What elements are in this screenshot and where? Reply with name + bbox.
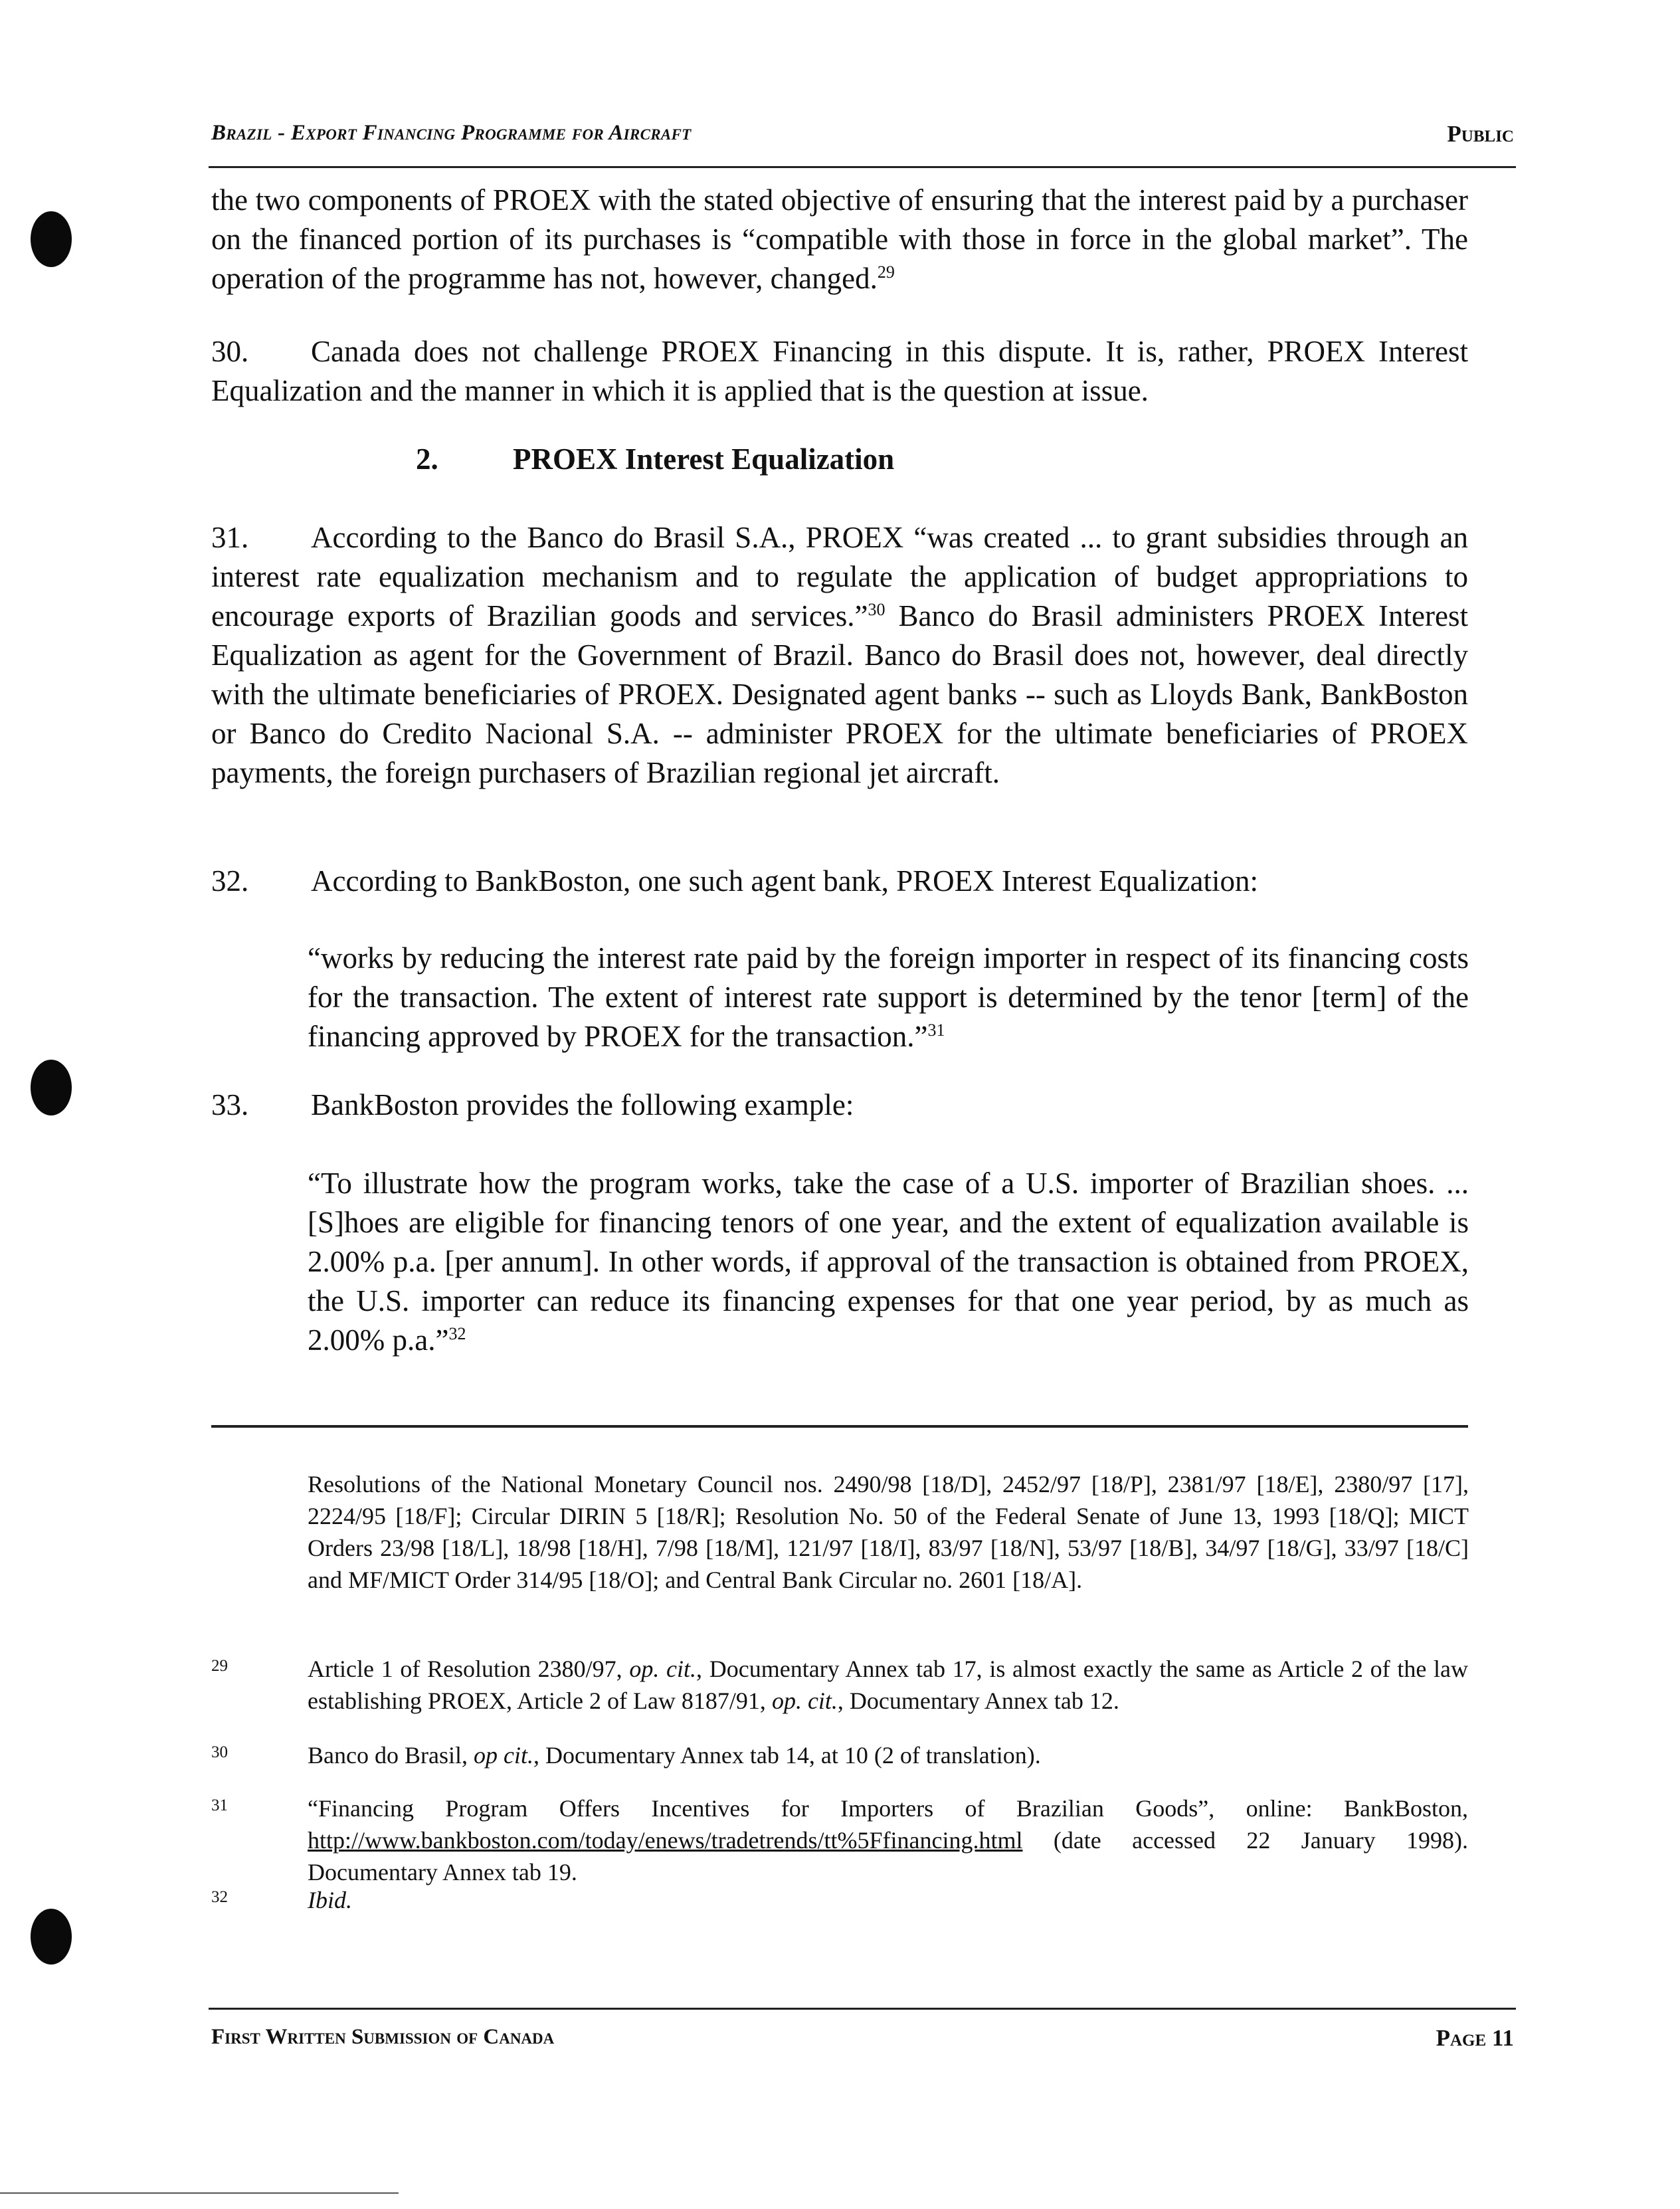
block-quote bbox=[308, 939, 1469, 1056]
punch-hole bbox=[31, 1909, 72, 1965]
footnote-text-part: Article 1 of Resolution 2380/97, bbox=[308, 1656, 630, 1682]
footnote-text-part: , Documentary Annex tab 14, at 10 (2 of translation). bbox=[533, 1742, 1041, 1769]
paragraph-31 bbox=[211, 518, 1468, 793]
footnote-number: 32 bbox=[211, 1888, 228, 1906]
footnote-30 bbox=[211, 1739, 1468, 1771]
footnote-ref: 32 bbox=[448, 1324, 466, 1343]
footnote-29 bbox=[211, 1653, 1468, 1717]
footnote-continued: Resolutions of the National Monetary Council nos. 2490/98 [18/D], 2452/97 [18/P], 2381/97 [18/E], 2380/97 [17], 2224/95 [18/F]; Circular DIRIN 5 [18/R]; Resolution No. 50 of the Federal Senate of June 13, 1993 [18/Q]; MICT Orders 23/98 [18/L], 18/98 [18/H], 7/98 [18/M], 121/97 [18/I], 83/97 [18/N], 53/97 [18/B], 34/97 [18/G], 33/97 [18/C] and MF/MICT Order 314/95 [18/O]; and Central Bank Circular no. 2601 [18/A]. bbox=[308, 1471, 1469, 1593]
heading-text: PROEX Interest Equalization bbox=[513, 442, 895, 476]
scan-artifact-line bbox=[0, 2192, 399, 2194]
header-classification: Public bbox=[1447, 121, 1514, 147]
paragraph-text: According to the Banco do Brasil S.A., PROEX “was created ... to grant subsidies through an interest rate equalization mechanism and to regulate the application of budget appropriations to encourage exports of Brazilian goods and services.” bbox=[211, 521, 1468, 632]
footnote-text-part: , Documentary Annex tab 12. bbox=[837, 1687, 1119, 1714]
header-rule bbox=[209, 166, 1516, 168]
paragraph-text: BankBoston provides the following example: bbox=[311, 1088, 854, 1121]
footnote-text bbox=[308, 1739, 1468, 1771]
footnote-number: 31 bbox=[211, 1796, 228, 1814]
footnote-text bbox=[308, 1792, 1468, 1888]
footnote-separator bbox=[211, 1425, 1468, 1428]
footnote-link[interactable]: http://www.bankboston.com/today/enews/tradetrends/tt%5Ffinancing.html bbox=[308, 1827, 1023, 1854]
footnote-number: 29 bbox=[211, 1657, 228, 1675]
quote-text: “To illustrate how the program works, take the case of a U.S. importer of Brazilian shoes. ... [S]hoes are eligible for financing tenors of one year, and the extent of equalization available is 2.00% p.a. [per annum]. In other words, if approval of the transaction is obtained from PROEX, the U.S. importer can reduce its financing expenses for that one year period, by as much as 2.00% p.a.” bbox=[308, 1167, 1469, 1357]
section-heading bbox=[416, 442, 894, 476]
paragraph-text: the two components of PROEX with the stated objective of ensuring that the interest paid by a purchaser on the financed portion of its purchases is “compatible with those in force in the global market”. The operation of the programme has not, however, changed. bbox=[211, 183, 1468, 295]
paragraph-text: Canada does not challenge PROEX Financing in this dispute. It is, rather, PROEX Interest Equalization and the manner in which it is applied that is the question at issue. bbox=[211, 335, 1468, 407]
punch-hole bbox=[31, 1060, 72, 1115]
header-title: Brazil - Export Financing Programme for Aircraft bbox=[211, 121, 692, 145]
punch-hole bbox=[31, 211, 72, 267]
footnote-text-part: “Financing Program Offers Incentives for Importers of Brazilian Goods”, online: BankBoston, bbox=[308, 1795, 1468, 1822]
paragraph-text: Banco do Brasil administers PROEX Interest Equalization as agent for the Government of Brazil. Banco do Brasil does not, however, deal directly with the ultimate beneficiaries of PROEX. Designated agent banks -- such as Lloyds Bank, BankBoston or Banco do Credito Nacional S.A. -- administer PROEX for the ultimate beneficiaries of PROEX payments, the foreign purchasers of Brazilian regional jet aircraft. bbox=[211, 599, 1468, 789]
footnote-ref: 30 bbox=[868, 600, 886, 619]
footer-title: First Written Submission of Canada bbox=[211, 2025, 555, 2049]
page-number: Page 11 bbox=[1436, 2025, 1514, 2051]
footnote-citation: Ibid. bbox=[308, 1887, 352, 1913]
footnote-citation: op cit. bbox=[473, 1742, 533, 1769]
paragraph-32 bbox=[211, 862, 1468, 901]
footnote-text bbox=[308, 1884, 1468, 1916]
footnote-citation: op. cit. bbox=[771, 1687, 838, 1714]
footnote-number: 30 bbox=[211, 1743, 228, 1761]
footnote-ref: 29 bbox=[877, 262, 895, 282]
paragraph-number: 33. bbox=[211, 1088, 249, 1121]
paragraph-30 bbox=[211, 332, 1468, 411]
footnote-32 bbox=[211, 1884, 1468, 1916]
footnote-text-part: (date accessed 22 January 1998). Documentary Annex tab 19. bbox=[308, 1827, 1468, 1885]
footnote-text bbox=[308, 1653, 1468, 1717]
paragraph-number: 32. bbox=[211, 864, 249, 898]
block-quote bbox=[308, 1164, 1469, 1360]
footer-rule bbox=[209, 2008, 1516, 2010]
heading-number: 2. bbox=[416, 442, 438, 476]
footnote-text-part: Banco do Brasil, bbox=[308, 1742, 474, 1769]
footnote-31 bbox=[211, 1792, 1468, 1888]
footnote-ref: 31 bbox=[927, 1020, 945, 1040]
paragraph-continuation bbox=[211, 181, 1468, 298]
quote-text: “works by reducing the interest rate paid by the foreign importer in respect of its financing costs for the transaction. The extent of interest rate support is determined by the tenor [term] of the financing approved by PROEX for the transaction.” bbox=[308, 941, 1469, 1053]
paragraph-number: 31. bbox=[211, 521, 249, 554]
footnote-text-part: , Documentary Annex tab 17, is almost exactly the same as Article 2 of the law establishing PROEX, Article 2 of Law 8187/91, bbox=[308, 1656, 1468, 1714]
paragraph-33 bbox=[211, 1086, 1468, 1125]
paragraph-text: According to BankBoston, one such agent bank, PROEX Interest Equalization: bbox=[311, 864, 1258, 898]
footnote-citation: op. cit. bbox=[629, 1656, 697, 1682]
paragraph-number: 30. bbox=[211, 335, 249, 368]
